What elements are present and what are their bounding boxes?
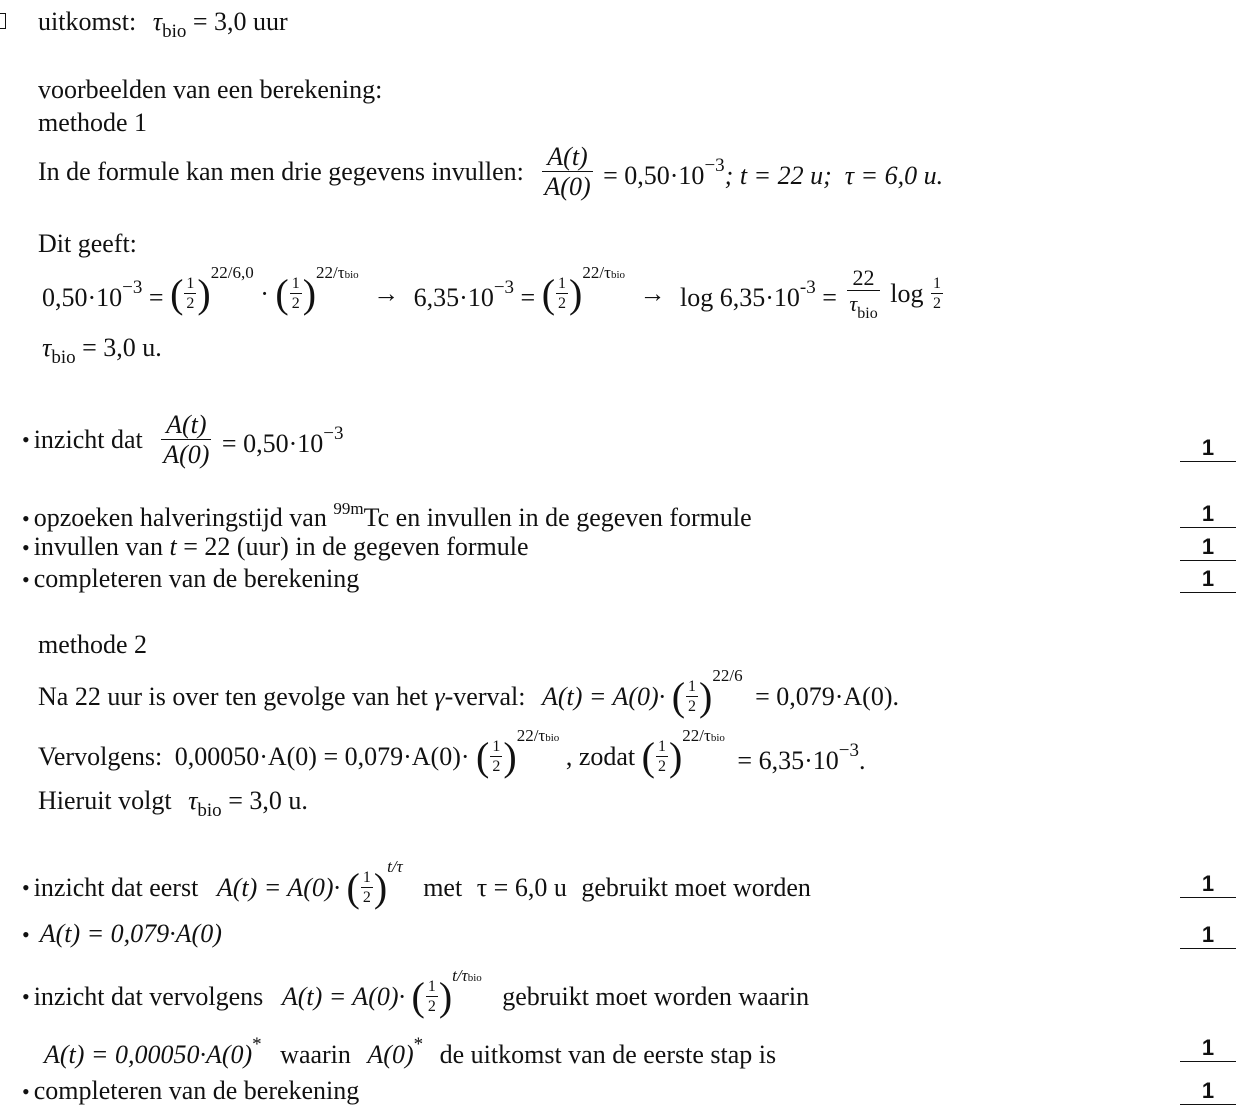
score: 1: [1180, 1037, 1236, 1062]
criterion-lookup-halflife: • opzoeken halveringstijd van $^{99m}$Tc en invullen in de gegeven formule: [22, 499, 752, 532]
method1-result: $\tau_{bio} = 3,0$ u.: [42, 333, 162, 368]
activity-ratio-fraction: $\frac{A(t)}{A(0)}$: [544, 142, 591, 201]
method2-line2: Vervolgens: 0,00050·A(0) = 0,079·A(0)· ( $\frac{1}{2}$ )$^{22/\tau bio}$ , zodat ( $\frac{1}{2}$ )$^{22/\tau bio} = 6,35\cdot 10^{-3}$.: [38, 726, 866, 780]
answer-line: uitkomst: $\tau_{bio} = 3,0$ uur: [38, 7, 288, 42]
score: 1: [1180, 568, 1236, 593]
method1-intro: In de formule kan men drie gegevens invullen: $\frac{A(t)}{A(0)}$ = $0,50\cdot 10^{-3}$; t = 22 u; τ = 6,0 u.: [38, 142, 944, 201]
criterion-complete: • completeren van de berekening: [22, 564, 360, 593]
method1-title: methode 1: [38, 108, 148, 137]
criterion-a-result: • A(t) = 0,079·A(0): [22, 919, 222, 948]
criterion-insight-ratio: • inzicht dat $\frac{A(t)}{A(0)}$ = $0,50\cdot 10^{-3}$: [22, 410, 344, 469]
examples-header: voorbeelden van een berekening:: [38, 75, 383, 104]
criterion-second-decay: • inzicht dat vervolgens A(t) = A(0)· ( $\frac{1}{2}$ )$^{t/\tau bio}$ gebruikt moet worden waarin: [22, 966, 810, 1020]
score: 1: [1180, 873, 1236, 898]
method2-title: methode 2: [38, 630, 148, 659]
dit-geeft: Dit geeft:: [38, 229, 137, 258]
method2-line3: Hieruit volgt $\tau_{bio} = 3,0$ u.: [38, 786, 308, 821]
score: 1: [1180, 503, 1236, 528]
criterion-first-decay: • inzicht dat eerst A(t) = A(0)· ( $\frac{1}{2}$ )$^{t/\tau}$ met τ = 6,0 u gebruikt moet worden: [22, 857, 811, 911]
criterion-complete-2: • completeren van de berekening: [22, 1076, 360, 1105]
criterion-second-decay-cont: A(t) = 0,00050·A(0)* waarin A(0)* de uitkomst van de eerste stap is: [44, 1034, 777, 1069]
score: 1: [1180, 437, 1236, 462]
score: 1: [1180, 536, 1236, 561]
criterion-fill-t: • invullen van t = 22 (uur) in de gegeven formule: [22, 532, 529, 561]
score: 1: [1180, 1080, 1236, 1105]
score: 1: [1180, 924, 1236, 949]
checkbox-marker: [0, 13, 6, 29]
method2-line1: Na 22 uur is over ten gevolge van het γ-verval: A(t) = A(0)· ( $\frac{1}{2}$ )$^{22/6}$ = 0,079·A(0).: [38, 666, 899, 720]
method1-equation: $0,50\cdot 10^{-3}$ = ( $\frac{1}{2}$ )$^{22/6,0}$ · ( $\frac{1}{2}$ )$^{22/\tau bio} \to 6,35\cdot 10^{-3}$ = ( $\frac{1}{2}$ )$^{22/\tau bio} \to \log 6,35\cdot 10^{-3}$ = $\frac{22}{\tau_{bio}}$ log $\frac{1}{2}$: [42, 263, 941, 322]
